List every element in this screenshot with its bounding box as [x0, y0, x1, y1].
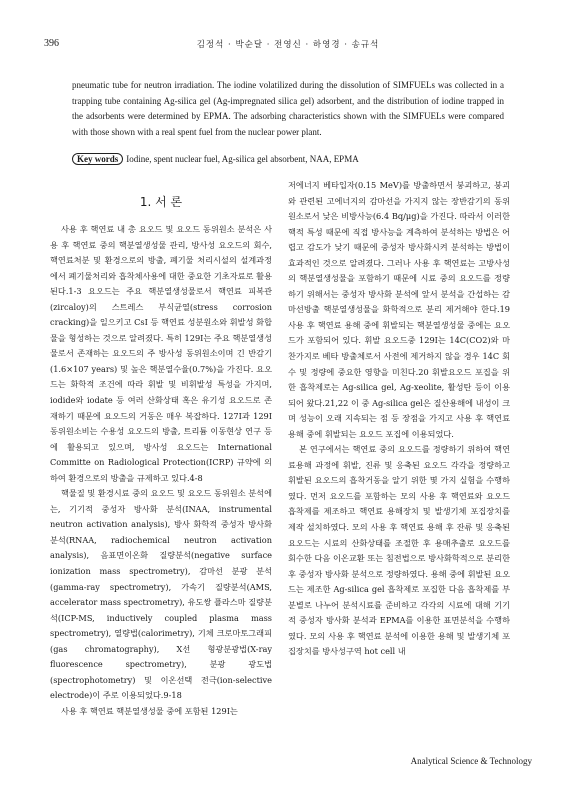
abstract-text: pneumatic tube for neutron irradiation. The iodine volatilized during the dissolution of SIMFUELs was collected in a trapping tube containing Ag-silica gel (Ag-impregnated silica gel) adsorbent, and the distribution of iodine trapped in the adsorbents were determined by EPMA. The adsorbing characteristics shown with the SIMFUELs were compared with those shown with a real spent fuel from the nuclear power plant.: [72, 80, 504, 137]
abstract-block: [72, 78, 504, 140]
intro-paragraph-1: 사용 후 핵연료 내 총 요오드 및 요오드 동위원소 분석은 사용 후 핵연료 중의 핵분열생성물 관리, 방사성 요오드의 회수, 핵연료처분 및 환경으로의 방출, 폐기물 처리시설의 설계과정에서 폐기물처리와 흡착체사용에 대한 중요한 기초자료로 활용된다.1-3 요오드는 주요 핵분열생성물로서 핵연료 피복관(zircaloy)의 스트레스 부식균열(stress corrosion cracking)을 일으키고 CsI 등 핵연료 성분원소와 휘발성 화합물을 형성하는 것으로 알려졌다. 특히 129I는 주요 핵분열생성물로서 존재하는 요오드의 주 방사성 동위원소이며 긴 반감기(1.6×107 years) 및 높은 핵분열수율(0.7%)을 가진다. 요오드는 화학적 조건에 따라 휘발 및 비휘발성 특성을 가지며, iodide와 iodate 등 여러 산화상태 혹은 유기성 요오드로 존재하기 때문에 요오드의 거동은 매우 복잡하다. 127I과 129I 동위원소비는 수용성 요오드의 방출, 트리튬 이동현상 연구 등에 활용되고 있으며, 방사성 요오드는 International Committe on Radiological Protection(ICRP) 규약에 의하여 환경으로의 방출을 규제하고 있다.4-8: [50, 224, 272, 483]
left-column: [50, 178, 272, 720]
intro-paragraph-3: 사용 후 핵연료 핵분열생성물 중에 포함된 129I는: [61, 705, 238, 716]
journal-footer: Analytical Science & Technology: [410, 756, 532, 766]
section-title: 1. 서 론: [139, 195, 183, 209]
right-column: [288, 178, 510, 660]
intro-paragraph-3-cont: 저에너지 베타입자(0.15 MeV)를 방출하면서 붕괴하고, 붕괴와 관련된 고에너지의 감마선을 가지지 않는 장반감기의 동위원소로서 낮은 비방사능(6.4 Bq/μg)을 가진다. 따라서 이러한 핵적 특성 때문에 직접 방사능을 계측하여 분석하는 방법은 어렵고 감도가 낮기 때문에 중성자 방사화시켜 분석하는 방법이 효과적인 것으로 알려졌다. 그러나 사용 후 핵연료는 고방사성의 핵분열생성물을 포함하기 때문에 시료 중의 요오드를 정량하기 위해서는 중성자 방사화 분석에 앞서 분석을 간섭하는 감마선방출 핵분열생성물을 화학적으로 분리 제거해야 한다.19 사용 후 핵연료 용해 중에 휘발되는 핵분열생성물 중에는 요오드가 포함되어 있다. 휘발 요오드중 129I는 14C(CO2)와 마찬가지로 베타 방출체로서 사전에 제거하지 않을 경우 14C 회수 및 정량에 중요한 영향을 미친다.20 휘발요오드 포집을 위한 흡착제로는 Ag-silica gel, Ag-xeolite, 활성탄 등이 이용되어 왔다.21,22 이 중 Ag-silica gel은 질산용해에 내성이 크며 성능이 오래 지속되는 점 등 장점을 가지고 사용 후 핵연료 용해 중에 휘발되는 요오드 포집에 이용되었다.: [288, 180, 510, 439]
intro-paragraph-4: 본 연구에서는 핵연료 중의 요오드를 정량하기 위하여 핵연료용해 과정에 휘발, 진류 및 응축된 요오드 각각을 정량하고 휘발된 요오드의 흡착거동을 알기 위한 몇 가지 실험을 수행하였다. 먼저 요오드를 포함하는 모의 사용 후 핵연료와 요오드 흡착제를 제조하고 핵연료 용해장치 및 발생기체 포집장치를 제작 설치하였다. 모의 사용 후 핵연료 용해 후 잔류 및 응축된 요오드는 시료의 산화상태를 조절한 후 용매추출로 요오드를 회수한 다음 이온교환 또는 침전법으로 방사화학적으로 분리한 후 중성자 방사화 분석으로 정량하였다. 용해 중에 휘발된 요오드는 제조한 Ag-silica gel 흡착제로 포집한 다음 흡착제를 부분별로 나누어 분석시료를 준비하고 각각의 시료에 대해 기기적 중성자 방사화 분석과 EPMA를 이용한 표면분석을 수행하였다. 모의 사용 후 핵연료 분석에 이용한 용해 및 발생기체 포집장치를 방사성구역 hot cell 내: [288, 444, 510, 657]
page-header: [44, 38, 532, 52]
keywords-line: [72, 152, 504, 166]
intro-paragraph-2: 핵물질 및 환경시료 중의 요오드 및 요오드 동위원소 분석에는, 기기적 중성자 방사화 분석(INAA, instrumental neutron activation analysis), 방사 화학적 중성자 방사화 분석(RNAA, radiochemical neutron activation analysis), 음표면이온화 질량분석(negative surface ionization mass spectrometry), 감마선 분광 분석(gamma-ray spectrometry), 가속기 질량분석(AMS, accelerator mass spectrometry), 유도쌍 플라스마 질량분석(ICP-MS, inductively coupled plasma mass spectrometry), 열량법(calorimetry), 기체 크로마토그래피(gas chromatography), X선 형광분광법(X-ray fluorescence spectrometry), 분광 광도법(spectrophotometry) 및 이온선택 전극(ion-selective electrode)이 주로 이용되었다.9-18: [50, 488, 272, 701]
page-number: 396: [44, 38, 59, 49]
keywords-text: Iodine, spent nuclear fuel, Ag-silica gel absorbent, NAA, EPMA: [126, 154, 359, 164]
running-head-authors: 김정석 · 박순달 · 전영신 · 하영경 · 송규석: [196, 40, 380, 50]
keywords-label: Key words: [72, 153, 123, 165]
